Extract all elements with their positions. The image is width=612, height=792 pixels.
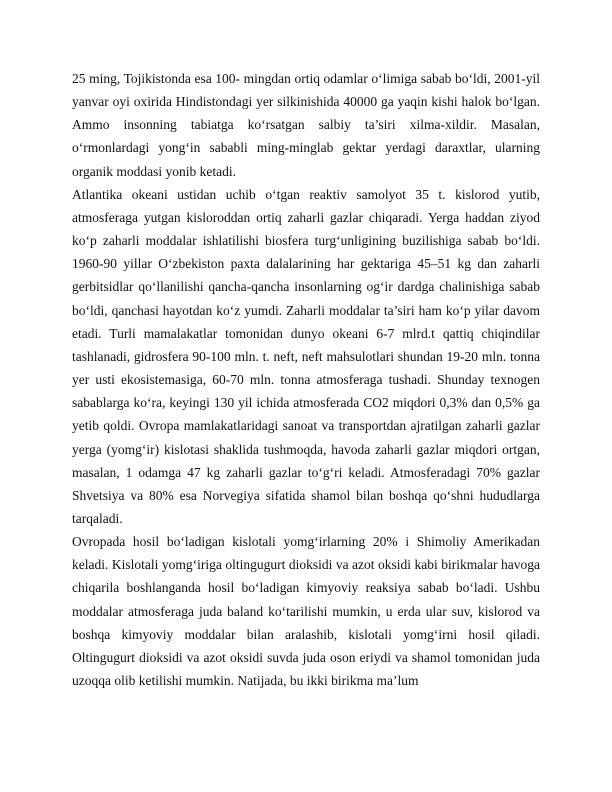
document-page <box>72 67 540 692</box>
paragraph-acid-rain: Ovropada hosil bo‘ladigan kislotali yomg‘irlarning 20% i Shimoliy Amerikadan keladi. Kislotali yomg‘iriga oltingugurt dioksidi va azot oksidi kabi birikmalar havoga chiqarila boshlanganda hosil bo‘ladigan kimyoviy reaksiya sabab bo‘ladi. Ushbu moddalar atmosferaga juda baland ko‘tarilishi mumkin, u erda ular suv, kislorod va boshqa kimyoviy moddalar bilan aralashib, kislotali yomg‘irni hosil qiladi. Oltingugurt dioksidi va azot oksidi suvda juda oson eriydi va shamol tomonidan juda uzoqqa olib ketilishi mumkin. Natijada, bu ikki birikma ma’lum <box>72 534 540 689</box>
paragraph-atmospheric-pollution: Atlantika okeani ustidan uchib o‘tgan reaktiv samolyot 35 t. kislorod yutib, atmosferaga yutgan kisloroddan ortiq zaharli gazlar chiqaradi. Yerga haddan ziyod ko‘p zaharli moddalar ishlatilishi biosfera turg‘unligining buzilishiga sabab bo‘ldi. 1960-90 yillar O‘zbekiston paxta dalalarining har gektariga 45–51 kg dan zaharli gerbitsidlar qo‘llanilishi qancha-qancha insonlarning og‘ir dardga chalinishiga sabab bo‘ldi, qanchasi hayotdan ko‘z yumdi. Zaharli moddalar ta’siri ham ko‘p yilar davom etadi. Turli mamalakatlar tomonidan dunyo okeani 6-7 mlrd.t qattiq chiqindilar tashlanadi, gidrosfera 90-100 mln. t. neft, neft mahsulotlari shundan 19-20 mln. tonna yer usti ekosistemasiga, 60-70 mln. tonna atmosferaga tushadi. Shunday texnogen sabablarga ko‘ra, keyingi 130 yil ichida atmosferada CO2 miqdori 0,3% dan 0,5% ga yetib qoldi. Ovropa mamlakatlaridagi sanoat va transportdan ajratilgan zaharli gazlar yerga (yomg‘ir) kislotasi shaklida tushmoqda, havoda zaharli gazlar miqdori ortgan, masalan, 1 odamga 47 kg zaharli gazlar to‘g‘ri keladi. Atmosferadagi 70% gazlar Shvetsiya va 80% esa Norvegiya sifatida shamol bilan boshqa qo‘shni hududlarga tarqaladi. <box>72 186 540 526</box>
paragraph-earthquake-damage: 25 ming, Tojikistonda esa 100- mingdan ortiq odamlar o‘limiga sabab bo‘ldi, 2001-yil yanvar oyi oxirida Hindistondagi yer silkinishida 40000 ga yaqin kishi halok bo‘lgan. Ammo insonning tabiatga ko‘rsatgan salbiy ta’siri xilma-xildir. Masalan, o‘rmonlardagi yong‘in sababli ming-minglab gektar yerdagi daraxtlar, ularning organik moddasi yonib ketadi. <box>72 71 540 179</box>
